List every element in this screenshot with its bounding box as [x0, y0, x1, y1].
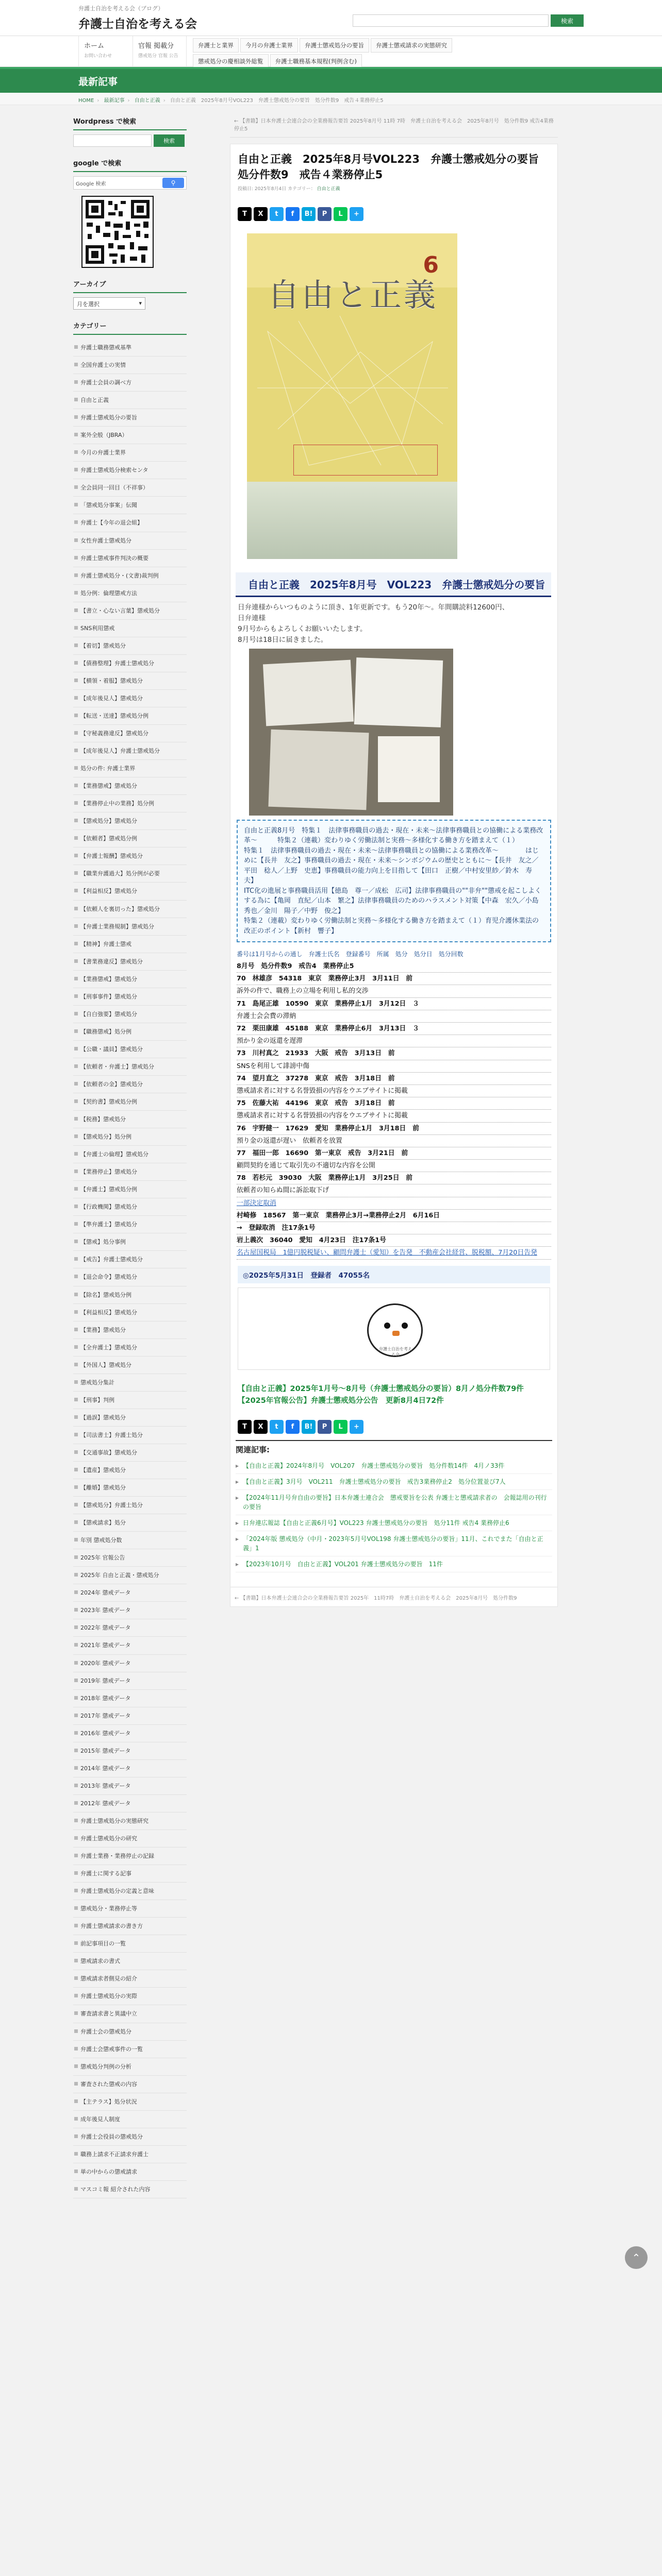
share-button-icon[interactable]: B! [302, 207, 316, 221]
category-item[interactable]: 懲戒請求の書式 [73, 1953, 187, 1970]
disposal-row: 依頼者の知らぬ間に訴訟取下げ [237, 1184, 551, 1197]
category-item[interactable]: 【懲戒】処分事例 [73, 1233, 187, 1251]
category-item[interactable]: 【守秘義務違反】懲戒処分 [73, 725, 187, 742]
gnav-home-label: ホーム [84, 42, 105, 50]
disposal-row: 75 佐藤大祐 44196 東京 戒告 3月18日 前 [237, 1097, 551, 1110]
disposal-row: 71 島尾正雄 10590 東京 業務停止1月 3月12日 ３ [237, 998, 551, 1010]
category-item[interactable]: 【懲戒請求】処分 [73, 1514, 187, 1532]
category-item[interactable]: 懲戒処分集計 [73, 1374, 187, 1392]
share-button-icon[interactable]: P [318, 1420, 332, 1434]
breadcrumb-home[interactable]: HOME [78, 98, 94, 104]
category-item[interactable]: 2025年 官報公告 [73, 1549, 187, 1567]
disposal-list [230, 960, 557, 1260]
category-item[interactable]: 【刑事事件】懲戒処分 [73, 988, 187, 1006]
category-item[interactable]: 【交通事故】懲戒処分 [73, 1444, 187, 1462]
magazine-cover-image [247, 233, 457, 559]
mascot-caption: 弁護士自治を考える会 [379, 1346, 412, 1357]
category-item[interactable]: 案外全般（JBRA） [73, 427, 187, 444]
category-item[interactable]: 【懲戒処分】処分例 [73, 1128, 187, 1146]
category-item[interactable]: 弁護士会懲戒事件の一覧 [73, 2041, 187, 2058]
summary-link[interactable]: 【自由と正義】2025年1月号〜8月号（弁護士懲戒処分の要旨）8月ノ処分件数79件【2025年官報公告】弁護士懲戒処分公告 更新8月4日72件 [238, 1384, 524, 1405]
post-nav-bottom[interactable]: ← 【書籍】日本弁護士会連合会の全業務報告要旨 2025年 11時7時 弁護士自治を考える会 2025年8月号 処分件数9 [230, 1587, 557, 1606]
archive-widget [73, 275, 187, 310]
share-button-icon[interactable]: X [254, 1420, 268, 1434]
disposal-row: 弁護士会会費の滞納 [237, 1010, 551, 1023]
article-meta [230, 185, 557, 197]
category-item[interactable]: 2012年 懲戒データ [73, 1795, 187, 1812]
article [230, 144, 558, 1607]
category-item[interactable]: 弁護士【今年の退会組】 [73, 514, 187, 532]
category-item[interactable]: 弁護士懲戒処分の実態研究 [73, 1812, 187, 1830]
category-item[interactable]: 弁護士業務・業務停止の記録 [73, 1848, 187, 1865]
magazine-issue-number: 6 [423, 251, 439, 278]
disposal-row: 懲戒請求者に対する名誉毀損の内容をウエブサイトに掲載 [237, 1110, 551, 1122]
intro-line: 日弁連様 [238, 614, 266, 622]
category-item[interactable]: 【公職・議員】懲戒処分 [73, 1041, 187, 1058]
disposal-legend: 番号は1月号からの通し 弁護士氏名 登録番号 所属 処分 処分日 処分回数 [230, 942, 557, 960]
archive-title: アーカイブ [73, 275, 187, 293]
share-button-icon[interactable]: f [286, 207, 300, 221]
section-heading: 自由と正義 2025年8月号 VOL223 弁護士懲戒処分の要旨 [236, 572, 551, 597]
category-item[interactable]: SNS利用懲戒 [73, 620, 187, 637]
category-item[interactable]: 2017年 懲戒データ [73, 1707, 187, 1725]
category-item[interactable]: 弁護士会役員の懲戒処分 [73, 2128, 187, 2146]
search-icon[interactable]: ⚲ [162, 178, 184, 188]
related-post-link[interactable]: ▸ 【自由と正義】2024年8月号 VOL207 弁護士懲戒処分の要旨 処分件数14件 4月ノ33件 [236, 1458, 552, 1474]
document-sheet [263, 659, 354, 726]
google-search-box[interactable] [73, 176, 187, 190]
category-item[interactable]: 成年後見人制度 [73, 2111, 187, 2128]
category-item[interactable]: 【転送・送達】懲戒処分例 [73, 707, 187, 725]
google-search-title: google で検索 [73, 154, 187, 172]
gnav-kanpo-label: 官報 掲載分 [138, 42, 174, 50]
category-item[interactable]: 【依頼者】懲戒処分例 [73, 830, 187, 848]
share-button-icon[interactable]: t [270, 207, 284, 221]
category-item[interactable]: 弁護士懲戒処分の定義と意味 [73, 1883, 187, 1900]
category-item[interactable]: 弁護士懲戒処分の実際 [73, 1988, 187, 2005]
document-sheet [268, 729, 369, 810]
category-item[interactable]: 審査された懲戒の内容 [73, 2076, 187, 2093]
category-item[interactable]: 【準弁護士】懲戒処分 [73, 1216, 187, 1233]
category-item[interactable]: 女性弁護士懲戒処分 [73, 532, 187, 550]
category-item[interactable]: 【除名】懲戒処分例 [73, 1286, 187, 1304]
wp-search-title: Wordpress で検索 [73, 112, 187, 130]
category-item[interactable]: 【横領・着服】懲戒処分 [73, 672, 187, 690]
category-item[interactable]: 【外国人】懲戒処分 [73, 1357, 187, 1374]
category-item[interactable]: 【書業務違反】懲戒処分 [73, 953, 187, 971]
category-item[interactable]: 弁護士懲戒処分・(文書)裁判例 [73, 567, 187, 585]
document-photo [249, 649, 453, 816]
category-item[interactable]: 【弁護士の倫理】懲戒処分 [73, 1146, 187, 1163]
category-item[interactable]: 【書立・心ない言葉】懲戒処分 [73, 602, 187, 620]
category-item[interactable]: 2024年 懲戒データ [73, 1584, 187, 1602]
disposal-row: 76 宇野健一 17629 愛知 業務停止1月 3月18日 前 [237, 1123, 551, 1135]
article-date: 投稿日: 2025年8月4日 [238, 186, 287, 192]
related-posts-list [236, 1458, 552, 1572]
mascot-illustration [238, 1287, 550, 1370]
feature-summary-text: 自由と正義8月号 特集１ 法律事務職員の過去・現在・未来〜法律事務職員との協働による業務改革〜 特集２（連載）変わりゆく労働法制と実務〜多様化する働き方を踏まえて（１） 特集１ 法律事務職員の過去・現在・未来〜法律事務職員との協働による業務改革〜 はじめに【長井 友之】事務職員の過去・現在・未来〜シンボジウムの歴史とともに〜【長井 友之／平田 稔人／上野 史恵】事務職員の能力向上を目指して【田口 正樹／中村安里紗／鈴木 寿夫】 ITC化の進展と事務職員活用【徳島 尊一／成松 広司】法律事務職員の""非弁""懲戒を起こしよくする為に【亀岡 直紀／山本 繁之】法律事務職員のためのハラスメント対策【中森 宏久／小島 秀也／金川 陽子／中野 俊之】 特集２（連載）変わりゆく労働法制と実務〜多様化する働き方を踏まえて（１）育児介護休業法の改正のポイント【新村 響子】 [244, 826, 543, 935]
category-item[interactable]: 弁護士懲戒処分検索センタ [73, 462, 187, 479]
category-item[interactable]: 【退会命令】懲戒処分 [73, 1268, 187, 1286]
category-item[interactable]: 全国弁護士の実情 [73, 357, 187, 374]
disposal-row: 74 望月直之 37278 東京 戒告 3月18日 前 [237, 1073, 551, 1085]
category-item[interactable]: 弁護士会の懲戒処分 [73, 2023, 187, 2041]
disposal-row[interactable]: 一部決定取消 [237, 1197, 551, 1210]
disposal-row: 73 川村真之 21933 大阪 戒告 3月13日 前 [237, 1047, 551, 1060]
category-item[interactable]: 今月の弁護士業界 [73, 444, 187, 462]
site-title[interactable]: 弁護士自治を考える会 [78, 18, 197, 31]
article-category-label: カテゴリー： [288, 186, 316, 192]
related-posts-title: 関連記事: [236, 1445, 270, 1455]
gnav-subitem[interactable]: 弁護士懲戒請求の実態研究 [371, 38, 452, 53]
share-button-icon[interactable]: T [238, 207, 252, 221]
category-item[interactable]: 【司法書士】弁護士処分 [73, 1427, 187, 1444]
category-item[interactable]: 【離婚】懲戒処分 [73, 1479, 187, 1497]
category-item[interactable]: 【成年後見人】懲戒処分 [73, 690, 187, 707]
qr-code-graphic [82, 197, 153, 267]
category-item[interactable]: 【依頼人を裏切った】懲戒処分 [73, 901, 187, 918]
site-header [0, 0, 662, 36]
share-buttons-bottom [230, 1408, 557, 1437]
category-list [73, 339, 187, 2198]
category-item[interactable]: 2016年 懲戒データ [73, 1725, 187, 1742]
category-item[interactable]: 2023年 懲戒データ [73, 1602, 187, 1619]
site-tagline: 弁護士自治を考える会（ブログ） [78, 5, 164, 11]
feature-summary-box [237, 820, 551, 943]
category-item[interactable]: 弁護士に関する記事 [73, 1865, 187, 1883]
category-item[interactable]: 【職業弁護過大】処分例が必要 [73, 865, 187, 883]
mascot-eye [402, 1323, 408, 1329]
disposal-row: 岩上義次 36040 愛知 4月23日 注17条1号 [237, 1234, 551, 1247]
main-area [73, 105, 589, 2206]
category-item[interactable]: 【業務懲戒】懲戒処分 [73, 971, 187, 988]
share-button-icon[interactable]: L [334, 1420, 347, 1434]
category-item[interactable]: 【主テラス】処分状況 [73, 2093, 187, 2111]
category-item[interactable]: 弁護士懲戒処分の研究 [73, 1830, 187, 1848]
mascot-beak [392, 1331, 400, 1336]
intro-line: 日弁連様からいつものように頂き、1年更新です。もう20年〜。年間購読料12600円、 [238, 603, 509, 612]
share-button-icon[interactable]: + [350, 1420, 363, 1434]
archive-select-value: 月を選択 [77, 301, 100, 308]
document-slip [378, 736, 440, 802]
related-posts [236, 1440, 552, 1572]
disposal-row[interactable]: 名古屋国税局 1億円脱税疑い、顧問弁護士（愛知）を告発 不動産会社経営、脱税額、7月20日告発 [237, 1247, 551, 1259]
category-item[interactable]: 【税務】懲戒処分 [73, 1111, 187, 1128]
gnav-subitem[interactable]: 弁護士職務基本規程(判例含む) [270, 54, 362, 69]
content [230, 112, 558, 2206]
disposal-row: 懲戒請求者に対する名誉毀損の内容をウエブサイトに掲載 [237, 1085, 551, 1097]
category-item[interactable]: 【弁護士報酬】懲戒処分 [73, 848, 187, 865]
category-item[interactable]: 懲戒請求者側見の紹介 [73, 1970, 187, 1988]
category-item[interactable]: 【刑事】判例 [73, 1392, 187, 1409]
intro-text [230, 597, 557, 646]
category-item[interactable]: 審査請求書と異議中立 [73, 2005, 187, 2023]
wp-search-button[interactable]: 検索 [154, 134, 185, 147]
category-item[interactable]: 【遺産】懲戒処分 [73, 1462, 187, 1479]
mascot-eye [384, 1323, 390, 1329]
related-post-link[interactable]: ▸ 【自由と正義】3月号 VOL211 弁護士懲戒処分の要旨 戒告3業務停止2 処分位置並び7人 [236, 1474, 552, 1490]
sidebar [73, 112, 187, 2206]
related-post-link[interactable]: ▸ 日弁連広報誌【自由と正義6月号】VOL223 弁護士懲戒処分の要旨 処分11件 戒告4 業務停止6 [236, 1515, 552, 1531]
header-search-input[interactable] [353, 14, 549, 27]
disposal-row: 訴外の件で、職務上の立場を利用し私的交渉 [237, 985, 551, 997]
category-item[interactable]: 前記事項目の一覧 [73, 1935, 187, 1953]
category-item[interactable]: 2013年 懲戒データ [73, 1777, 187, 1795]
category-item[interactable]: 【懲戒処分】弁護士処分 [73, 1497, 187, 1514]
disposal-row: 村崎修 18567 第一東京 業務停止3月→業務停止2月 6月16日 [237, 1210, 551, 1222]
gnav-home-sub: お問い合わせ [84, 54, 112, 59]
disposal-row: 顧問契約を通じて取引先の不適切な内容を公開 [237, 1160, 551, 1172]
category-item[interactable]: 懲戒処分・業務停止等 [73, 1900, 187, 1918]
category-item[interactable]: 2022年 懲戒データ [73, 1619, 187, 1637]
category-item[interactable]: 年別 懲戒処分数 [73, 1532, 187, 1549]
gnav-subitem[interactable]: 弁護士と業界 [193, 38, 239, 53]
category-item[interactable]: 2018年 懲戒データ [73, 1690, 187, 1707]
related-post-link[interactable]: ▸ 【2023年10月号 自由と正義】VOL201 弁護士懲戒処分の要旨 11件 [236, 1556, 552, 1572]
category-item[interactable]: 2015年 懲戒データ [73, 1742, 187, 1760]
chevron-down-icon: ▾ [139, 300, 142, 307]
category-widget [73, 317, 187, 2198]
category-item[interactable]: 自由と正義 [73, 392, 187, 409]
category-item[interactable]: 【着切】懲戒処分 [73, 637, 187, 655]
gnav-kanpo[interactable] [133, 36, 187, 67]
category-item[interactable]: 【依頼者・弁護士】懲戒処分 [73, 1058, 187, 1076]
category-item[interactable]: 【弁護士】懲戒処分例 [73, 1181, 187, 1198]
google-search-text: Google 検索 [76, 181, 106, 187]
share-button-icon[interactable]: X [254, 207, 268, 221]
page-head-title: 最新記事 [78, 76, 118, 88]
share-button-icon[interactable]: t [270, 1420, 284, 1434]
breadcrumb-current: 自由と正義 2025年8月号VOL223 弁護士懲戒処分の要旨 処分件数9 戒告４業務停止5 [170, 98, 384, 104]
header-search-button[interactable]: 検索 [551, 14, 584, 27]
share-button-icon[interactable]: P [318, 207, 332, 221]
category-item[interactable]: 【懲戒処分】懲戒処分 [73, 812, 187, 830]
category-item[interactable]: 【成年後見人】弁護士懲戒処分 [73, 742, 187, 760]
document-sheet [354, 657, 443, 727]
disposal-row: 70 林雄彦 54318 東京 業務停止3月 3月11日 前 [237, 973, 551, 985]
category-item[interactable]: 全会員同一回目（不祥事） [73, 479, 187, 497]
category-item[interactable]: 【債務整理】弁護士懲戒処分 [73, 655, 187, 672]
breadcrumb: HOME › 最新記事 › 自由と正義 › 自由と正義 2025年8月号VOL223 弁護士懲戒処分の要旨 処分件数9 戒告４業務停止5 [0, 93, 662, 105]
disposal-row: 78 若杉元 39030 大阪 業務停止1月 3月25日 前 [237, 1172, 551, 1184]
breadcrumb-category[interactable]: 自由と正義 [134, 98, 160, 104]
category-item[interactable]: 2025年 自由と正義・懲戒処分 [73, 1567, 187, 1584]
category-item[interactable]: 2020年 懲戒データ [73, 1655, 187, 1672]
disposal-row: → 登録取消 注17条1号 [237, 1222, 551, 1234]
share-button-icon[interactable]: + [350, 207, 363, 221]
gnav-home[interactable] [78, 36, 133, 67]
disposal-row: SNSを利用して誹謗中傷 [237, 1060, 551, 1073]
category-item[interactable]: 【全弁護士】懲戒処分 [73, 1339, 187, 1357]
gnav-subitem[interactable]: 弁護士懲戒処分の要旨 [300, 38, 369, 53]
category-item[interactable]: 2014年 懲戒データ [73, 1760, 187, 1777]
gnav-subitem[interactable]: 今月の弁護士業界 [240, 38, 298, 53]
wp-search-input[interactable] [73, 134, 152, 147]
share-button-icon[interactable]: f [286, 1420, 300, 1434]
category-item[interactable]: 【依頼者の金】懲戒処分 [73, 1076, 187, 1093]
category-item[interactable]: 【精神】弁護士懲戒 [73, 936, 187, 953]
category-item[interactable]: 弁護士懲戒処分の要旨 [73, 409, 187, 427]
intro-line: 8月号は18日に届きました。 [238, 635, 328, 644]
share-buttons-top [230, 197, 557, 224]
category-item[interactable]: 弁護士懲戒請求の書き方 [73, 1918, 187, 1935]
category-item[interactable]: 懲戒処分判例の分析 [73, 2058, 187, 2076]
related-post-link[interactable]: ▸ 「2024年版 懲戒処分（中月・2023年5月号VOL198 弁護士懲戒処分の要旨」11月、これでまた「自由と正義」1 [236, 1531, 552, 1556]
article-title: 自由と正義 2025年8月号VOL223 弁護士懲戒処分の要旨 処分件数9 戒告４業務停止5 [238, 153, 550, 181]
category-item[interactable]: 処分例：倫理懲戒方法 [73, 585, 187, 602]
google-search-widget [73, 154, 187, 268]
category-item[interactable]: マスコミ報 紹介された内容 [73, 2181, 187, 2198]
related-post-link[interactable]: ▸ 【2024年11月号弁自由の要旨】日本弁護士連合会 懲戒要旨を公表 弁護士と懲戒請求者の 会報誌用の刊行の要旨 [236, 1490, 552, 1515]
header-search [353, 14, 584, 27]
disposal-row: 77 福田一郎 16690 第一東京 戒告 3月21日 前 [237, 1147, 551, 1160]
archive-select[interactable] [73, 297, 145, 310]
category-item[interactable]: 【弁護士業務規制】懲戒処分 [73, 918, 187, 936]
disposal-row: 預り金の返還が遅い 依頼者を放置 [237, 1135, 551, 1147]
category-item[interactable]: 【業務懲戒】懲戒処分 [73, 777, 187, 795]
wp-search-widget [73, 112, 187, 147]
disposal-row: 8月号 処分件数9 戒告4 業務停止5 [237, 960, 551, 973]
qr-code-image [81, 196, 154, 268]
category-item[interactable]: 【利益相反】懲戒処分 [73, 1304, 187, 1321]
category-item[interactable]: 2019年 懲戒データ [73, 1672, 187, 1690]
registrant-count: ◎2025年5月31日 登録者 47055名 [238, 1266, 550, 1283]
category-item[interactable]: 【業務停止中の業務】処分例 [73, 795, 187, 812]
category-item[interactable]: 【業務】懲戒処分 [73, 1321, 187, 1339]
category-item[interactable]: 職務上請求不正請求弁護士 [73, 2146, 187, 2163]
category-title: カテゴリー [73, 317, 187, 335]
page-head [0, 67, 662, 93]
magazine-cover-bottom [247, 482, 457, 559]
disposal-row: 預かり金の返還を遅滞 [237, 1035, 551, 1047]
category-item[interactable]: 2021年 懲戒データ [73, 1637, 187, 1654]
category-item[interactable]: 弁護士会員の調べ方 [73, 374, 187, 392]
share-button-icon[interactable]: B! [302, 1420, 316, 1434]
category-item[interactable]: 【職務懲戒】処分例 [73, 1023, 187, 1041]
intro-line: 9月号からもよろしくお願いいたします。 [238, 624, 367, 633]
category-item[interactable]: 単の中からの懲戒請求 [73, 2163, 187, 2181]
category-item[interactable]: 【業務停止】懲戒処分 [73, 1163, 187, 1181]
category-item[interactable]: 【契約書】懲戒処分例 [73, 1093, 187, 1111]
share-button-icon[interactable]: L [334, 207, 347, 221]
gnav-subitem[interactable]: 懲戒処分の慶相談外総覧 [193, 54, 269, 69]
back-to-top-icon[interactable]: ⌃ [625, 2246, 648, 2269]
magazine-title: 自由と正義 [268, 276, 438, 314]
post-nav-top[interactable]: ← 【書籍】日本弁護士会連合会の全業務報告要旨 2025年8月号 11時 7時 弁護士自治を考える会 2025年8月号 処分件数9 戒告4業務停止5 [230, 112, 558, 138]
category-item[interactable]: 弁護士職務懲戒基準 [73, 339, 187, 357]
share-button-icon[interactable]: T [238, 1420, 252, 1434]
breadcrumb-latest[interactable]: 最新記事 [104, 98, 125, 104]
category-item[interactable]: 【戒告】弁護士懲戒処分 [73, 1251, 187, 1268]
category-item[interactable]: 【自白強要】懲戒処分 [73, 1006, 187, 1023]
category-item[interactable]: 【利益相反】懲戒処分 [73, 883, 187, 900]
category-item[interactable]: 弁護士懲戒事件判決の概要 [73, 550, 187, 567]
gnav-subitems [193, 36, 531, 67]
category-item[interactable]: 【行政機関】懲戒処分 [73, 1198, 187, 1216]
category-item[interactable]: 【過誤】懲戒処分 [73, 1409, 187, 1427]
magazine-feature-box [293, 445, 438, 476]
category-item[interactable]: 処分の件: 弁護士業界 [73, 760, 187, 777]
disposal-row: 72 栗田康雄 45188 東京 業務停止6月 3月13日 ３ [237, 1023, 551, 1035]
mascot-bird-icon [367, 1303, 423, 1357]
article-category-link[interactable]: 自由と正義 [317, 186, 340, 192]
category-item[interactable]: 「懲戒処分事案」伝聞 [73, 497, 187, 514]
gnav-kanpo-sub: 懲戒処分 官報 公告 [138, 54, 178, 59]
global-nav [0, 36, 662, 67]
